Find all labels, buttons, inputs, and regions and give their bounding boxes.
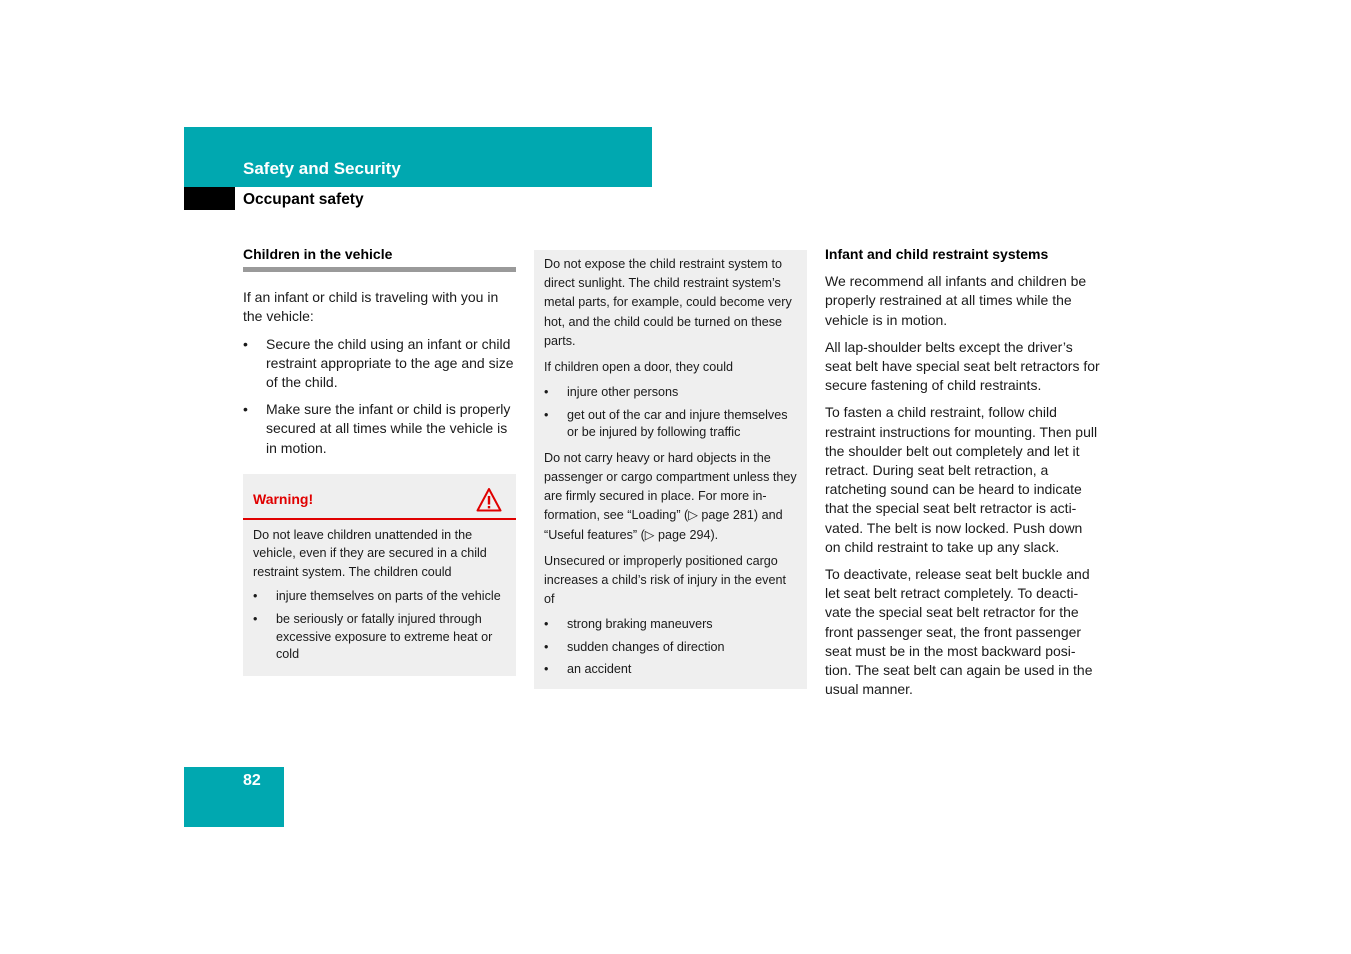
warning-box	[243, 474, 516, 676]
recommend-paragraph: We recommend all infants and children be properly restrained at all times while the vehicle is in motion.	[825, 273, 1087, 328]
column-right	[825, 245, 1100, 707]
warning-header	[243, 474, 516, 520]
list-item: • be seriously or fatally injured through excessive exposure to extreme heat or cold	[253, 612, 493, 662]
restraint-systems-heading: Infant and child restraint systems	[825, 246, 1049, 262]
warning-list	[253, 588, 506, 664]
list-item: • injure other persons	[544, 384, 797, 402]
bullet-icon: •	[243, 401, 248, 418]
door-risk-list	[544, 384, 797, 442]
fasten-paragraph: To fasten a child restraint, follow child restraint instructions for mounting. Then pull the shoulder belt out completely and let it retract. During seat belt retraction, a ratcheting sound can be heard to indicate that the special seat belt retractor is acti-vated. The belt is now locked. Push down on child restraint to take up any slack.	[825, 404, 1098, 555]
section-title: Safety and Security	[243, 159, 401, 178]
bullet-icon: •	[544, 617, 549, 632]
children-heading: Children in the vehicle	[243, 245, 516, 272]
subsection-title: Occupant safety	[243, 191, 364, 208]
intro-paragraph: If an infant or child is traveling with you in the vehicle:	[243, 289, 499, 325]
page-number-box	[184, 767, 284, 827]
instruction-list	[243, 335, 516, 458]
page-number: 82	[243, 772, 261, 789]
cargo-paragraph: Do not carry heavy or hard objects in the passenger or cargo compartment unless they are firmly secured in place. For more in-formation, see “Loading” (▷ page 281) and “Useful features” (▷ page 294).	[544, 450, 797, 542]
warning-triangle-icon	[476, 487, 502, 513]
list-item: • Secure the child using an infant or child restraint appropriate to the age and size of the child.	[243, 335, 514, 391]
column-left	[243, 245, 516, 676]
list-item: • Make sure the infant or child is properly secured at all times while the vehicle is in motion.	[243, 401, 511, 456]
retractor-paragraph: All lap-shoulder belts except the driver’s seat belt have special seat belt retractors for secure fastening of child restraints.	[825, 338, 1100, 394]
deactivate-paragraph: To deactivate, release seat belt buckle and let seat belt retract completely. To deacti-vate the special seat belt retractor for the front passenger seat, the front passenger seat must be in the most backward posi-tion. The seat belt can again be used in the usual manner.	[825, 566, 1093, 698]
list-item: • an accident	[544, 661, 797, 679]
bullet-icon: •	[544, 385, 549, 400]
cargo-risk-paragraph: Unsecured or improperly positioned cargo increases a child’s risk of injury in the event of	[544, 553, 786, 607]
bullet-icon: •	[253, 612, 258, 627]
cargo-risk-list	[544, 616, 797, 679]
warning-body	[243, 520, 516, 676]
list-item: • sudden changes of direction	[544, 639, 797, 657]
bullet-icon: •	[544, 662, 549, 677]
warning-text: Do not leave children unattended in the vehicle, even if they are secured in a child restraint system. The children could	[253, 527, 487, 580]
bullet-icon: •	[243, 335, 248, 352]
door-paragraph: If children open a door, they could	[544, 360, 734, 375]
bullet-icon: •	[544, 639, 549, 654]
sunlight-paragraph: Do not expose the child restraint system to direct sunlight. The child restraint system’s metal parts, for example, could become very hot, and the child could be turned on these parts.	[544, 257, 792, 348]
bullet-icon: •	[544, 407, 549, 422]
list-item: • injure themselves on parts of the vehicle	[253, 588, 506, 606]
column-middle-warning-continued	[534, 250, 807, 689]
list-item: • get out of the car and injure themselves or be injured by following traffic	[544, 407, 788, 440]
section-tab-marker	[184, 187, 235, 210]
list-item: • strong braking maneuvers	[544, 616, 797, 634]
bullet-icon: •	[253, 588, 258, 603]
warning-label: Warning!	[253, 491, 314, 508]
